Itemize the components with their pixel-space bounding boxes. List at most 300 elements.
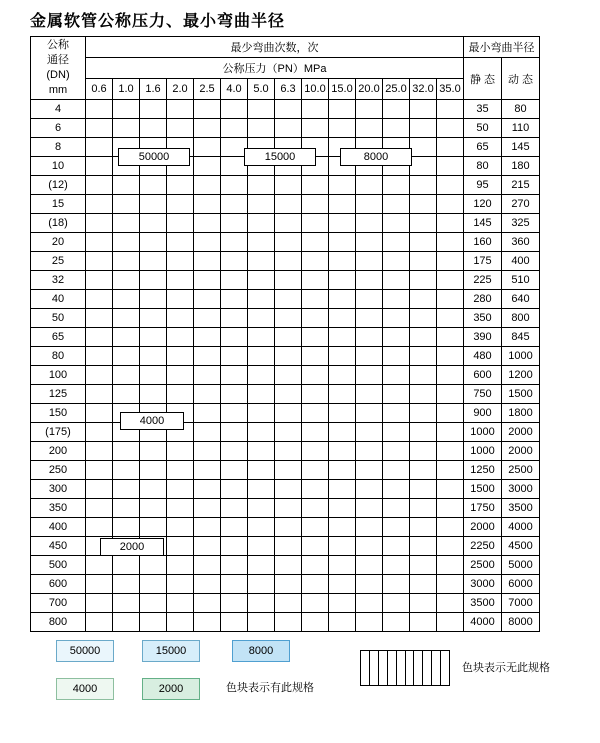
table-head [31,37,540,100]
spec-cell [356,347,383,366]
row-static-radius: 2500 [464,556,502,575]
row-static-radius: 120 [464,195,502,214]
spec-cell [248,594,275,613]
spec-cell [302,309,329,328]
header-pn-value: 15.0 [329,79,356,100]
spec-cell [329,195,356,214]
header-pn-value: 20.0 [356,79,383,100]
spec-cell [329,480,356,499]
spec-cell [356,119,383,138]
spec-cell [194,138,221,157]
spec-cell [221,404,248,423]
table-row [31,290,540,309]
spec-cell [140,556,167,575]
spec-cell [113,347,140,366]
row-dynamic-radius: 180 [502,157,540,176]
row-dn-value: 100 [31,366,86,385]
row-dynamic-radius: 1000 [502,347,540,366]
spec-cell [248,480,275,499]
spec-cell [302,195,329,214]
spec-cell [194,518,221,537]
header-row-3-pn-values [31,79,540,100]
spec-cell [329,385,356,404]
spec-cell [410,613,437,632]
spec-cell [167,233,194,252]
row-dynamic-radius: 325 [502,214,540,233]
spec-cell [113,461,140,480]
spec-cell [194,442,221,461]
spec-cell [410,404,437,423]
header-dn [31,37,86,100]
row-dn-value: 350 [31,499,86,518]
spec-cell [410,119,437,138]
spec-cell [221,366,248,385]
spec-cell [140,594,167,613]
spec-cell [113,271,140,290]
spec-cell [302,100,329,119]
row-static-radius: 280 [464,290,502,309]
header-bend-count: 最少弯曲次数，次 [86,37,464,58]
row-dynamic-radius: 1200 [502,366,540,385]
spec-cell [248,214,275,233]
spec-cell [86,309,113,328]
row-dynamic-radius: 8000 [502,613,540,632]
spec-cell [383,537,410,556]
spec-cell [302,518,329,537]
row-dn-value: (175) [31,423,86,442]
spec-cell [113,233,140,252]
spec-cell [140,252,167,271]
spec-cell [410,442,437,461]
spec-cell [302,290,329,309]
spec-cell [410,575,437,594]
spec-cell [329,518,356,537]
spec-cell [221,461,248,480]
spec-cell [86,233,113,252]
spec-cell [275,347,302,366]
spec-cell [302,480,329,499]
spec-cell [248,347,275,366]
row-dn-value: 500 [31,556,86,575]
row-dn-value: 40 [31,290,86,309]
spec-cell [194,347,221,366]
spec-cell [194,271,221,290]
spec-cell [275,594,302,613]
header-pn-value: 4.0 [221,79,248,100]
spec-cell [221,252,248,271]
header-dn-line: mm [48,83,68,96]
spec-cell [383,233,410,252]
row-static-radius: 600 [464,366,502,385]
spec-cell [221,537,248,556]
row-dynamic-radius: 6000 [502,575,540,594]
row-static-radius: 65 [464,138,502,157]
spec-cell [302,252,329,271]
spec-cell [437,613,464,632]
legend-swatch: 4000 [56,678,114,700]
row-dynamic-radius: 3000 [502,480,540,499]
spec-cell [140,233,167,252]
spec-cell [194,461,221,480]
spec-cell [113,518,140,537]
spec-cell [167,366,194,385]
row-static-radius: 80 [464,157,502,176]
spec-cell [167,309,194,328]
row-dn-value: 4 [31,100,86,119]
spec-cell [275,252,302,271]
row-static-radius: 35 [464,100,502,119]
table-row [31,518,540,537]
spec-cell [437,347,464,366]
spec-cell [410,366,437,385]
spec-cell [275,119,302,138]
spec-cell [86,499,113,518]
row-dn-value: 400 [31,518,86,537]
callout-label: 4000 [120,412,184,430]
spec-cell [86,404,113,423]
row-static-radius: 750 [464,385,502,404]
spec-cell [194,214,221,233]
row-static-radius: 4000 [464,613,502,632]
spec-cell [410,309,437,328]
header-pn-value: 2.5 [194,79,221,100]
spec-cell [275,214,302,233]
spec-cell [86,442,113,461]
spec-cell [275,233,302,252]
row-dynamic-radius: 2500 [502,461,540,480]
row-dynamic-radius: 640 [502,290,540,309]
spec-cell [383,366,410,385]
spec-cell [329,594,356,613]
table-row [31,233,540,252]
row-static-radius: 900 [464,404,502,423]
spec-cell [410,176,437,195]
row-dynamic-radius: 1500 [502,385,540,404]
row-static-radius: 1000 [464,423,502,442]
row-static-radius: 480 [464,347,502,366]
row-dn-value: 10 [31,157,86,176]
spec-cell [383,271,410,290]
spec-cell [113,556,140,575]
row-dynamic-radius: 1800 [502,404,540,423]
spec-cell [221,214,248,233]
spec-cell [437,309,464,328]
spec-cell [167,290,194,309]
spec-cell [383,195,410,214]
row-dynamic-radius: 7000 [502,594,540,613]
table-row [31,423,540,442]
spec-cell [221,347,248,366]
spec-cell [275,461,302,480]
header-row-2 [31,58,540,79]
spec-cell [86,385,113,404]
header-pn: 公称压力（PN）MPa [86,58,464,79]
spec-cell [329,176,356,195]
header-static: 静 态 [464,58,502,100]
spec-cell [221,575,248,594]
spec-cell [167,575,194,594]
spec-cell [86,157,113,176]
spec-cell [437,499,464,518]
spec-cell [329,556,356,575]
spec-cell [437,556,464,575]
row-dn-value: 50 [31,309,86,328]
spec-cell [437,328,464,347]
spec-cell [86,594,113,613]
spec-cell [302,119,329,138]
spec-cell [194,366,221,385]
row-static-radius: 3500 [464,594,502,613]
spec-cell [221,271,248,290]
spec-cell [140,347,167,366]
row-dynamic-radius: 845 [502,328,540,347]
spec-cell [194,119,221,138]
spec-cell [410,537,437,556]
spec-cell [140,518,167,537]
row-dn-value: 600 [31,575,86,594]
spec-cell [221,480,248,499]
spec-cell [437,271,464,290]
spec-cell [248,366,275,385]
spec-cell [221,195,248,214]
spec-cell [329,575,356,594]
spec-cell [410,195,437,214]
spec-cell [194,404,221,423]
row-dynamic-radius: 80 [502,100,540,119]
spec-cell [248,442,275,461]
header-pn-value: 35.0 [437,79,464,100]
table-row [31,499,540,518]
spec-cell [248,556,275,575]
row-dn-value: (18) [31,214,86,233]
spec-cell [221,290,248,309]
spec-cell [221,499,248,518]
spec-cell [437,461,464,480]
spec-cell [302,575,329,594]
spec-cell [329,119,356,138]
spec-cell [113,214,140,233]
spec-cell [248,290,275,309]
header-pn-value: 25.0 [383,79,410,100]
table-row [31,328,540,347]
spec-cell [302,404,329,423]
spec-cell [275,423,302,442]
table-row [31,100,540,119]
spec-cell [383,100,410,119]
spec-cell [194,613,221,632]
spec-cell [356,613,383,632]
spec-cell [383,518,410,537]
row-dynamic-radius: 110 [502,119,540,138]
header-pn-value: 6.3 [275,79,302,100]
row-dynamic-radius: 3500 [502,499,540,518]
row-static-radius: 50 [464,119,502,138]
spec-cell [140,119,167,138]
spec-cell [437,366,464,385]
spec-cell [410,252,437,271]
spec-cell [194,252,221,271]
spec-cell [275,556,302,575]
spec-cell [410,347,437,366]
spec-cell [329,613,356,632]
spec-cell [248,404,275,423]
spec-cell [248,195,275,214]
spec-cell [167,556,194,575]
spec-cell [410,214,437,233]
spec-cell [383,480,410,499]
spec-cell [356,252,383,271]
row-dynamic-radius: 4000 [502,518,540,537]
spec-cell [194,309,221,328]
spec-cell [410,138,437,157]
spec-cell [410,518,437,537]
spec-cell [329,366,356,385]
table-row [31,404,540,423]
spec-cell [275,442,302,461]
spec-cell [86,138,113,157]
row-static-radius: 1000 [464,442,502,461]
spec-cell [248,252,275,271]
legend-empty-swatch [360,650,450,686]
row-dn-value: 25 [31,252,86,271]
spec-cell [383,119,410,138]
spec-cell [194,499,221,518]
spec-cell [248,613,275,632]
spec-cell [329,271,356,290]
spec-cell [140,575,167,594]
spec-cell [221,119,248,138]
row-static-radius: 2000 [464,518,502,537]
header-pn-value: 1.0 [113,79,140,100]
spec-cell [356,271,383,290]
spec-cell [275,613,302,632]
spec-cell [437,290,464,309]
spec-cell [329,100,356,119]
spec-cell [113,366,140,385]
spec-cell [221,176,248,195]
spec-cell [302,176,329,195]
spec-cell [194,328,221,347]
row-dynamic-radius: 4500 [502,537,540,556]
spec-cell [140,613,167,632]
spec-cell [248,119,275,138]
spec-cell [410,290,437,309]
spec-cell [86,195,113,214]
spec-cell [275,480,302,499]
spec-cell [113,100,140,119]
spec-cell [167,518,194,537]
spec-cell [113,613,140,632]
spec-cell [275,366,302,385]
spec-cell [221,613,248,632]
table-row [31,195,540,214]
spec-cell [437,537,464,556]
spec-cell [86,176,113,195]
row-dn-value: 80 [31,347,86,366]
spec-cell [140,290,167,309]
spec-cell [167,176,194,195]
header-pn-value: 2.0 [167,79,194,100]
spec-cell [437,442,464,461]
spec-cell [302,442,329,461]
spec-cell [410,423,437,442]
legend-swatch: 8000 [232,640,290,662]
spec-cell [167,119,194,138]
spec-cell [383,309,410,328]
spec-cell [437,404,464,423]
row-dn-value: 200 [31,442,86,461]
spec-cell [383,328,410,347]
spec-cell [167,537,194,556]
row-dynamic-radius: 5000 [502,556,540,575]
spec-cell [221,309,248,328]
spec-cell [140,499,167,518]
header-dn-line: 公称 [47,39,69,52]
spec-cell [383,442,410,461]
spec-cell [410,157,437,176]
legend-color-note: 色块表示有此规格 [226,682,314,694]
table-row [31,575,540,594]
spec-cell [329,537,356,556]
spec-cell [248,271,275,290]
spec-cell [410,328,437,347]
spec-cell [410,480,437,499]
spec-cell [113,480,140,499]
spec-cell [302,594,329,613]
spec-cell [140,214,167,233]
row-dn-value: 8 [31,138,86,157]
row-dynamic-radius: 145 [502,138,540,157]
header-bend-radius: 最小弯曲半径 [464,37,540,58]
spec-cell [329,442,356,461]
table-row [31,480,540,499]
spec-cell [167,214,194,233]
spec-cell [113,328,140,347]
spec-cell [356,404,383,423]
table-row [31,594,540,613]
spec-cell [167,461,194,480]
spec-cell [383,404,410,423]
spec-cell [437,252,464,271]
spec-cell [275,404,302,423]
spec-cell [437,518,464,537]
spec-cell [113,309,140,328]
callout-label: 8000 [340,148,412,166]
row-dn-value: 15 [31,195,86,214]
spec-cell [437,176,464,195]
spec-cell [302,366,329,385]
table-row [31,385,540,404]
spec-cell [86,613,113,632]
row-static-radius: 175 [464,252,502,271]
row-dn-value: 65 [31,328,86,347]
spec-cell [383,214,410,233]
row-static-radius: 95 [464,176,502,195]
spec-cell [383,290,410,309]
spec-cell [383,556,410,575]
spec-cell [113,195,140,214]
spec-cell [140,309,167,328]
spec-cell [383,347,410,366]
spec-cell [356,594,383,613]
spec-cell [221,442,248,461]
spec-cell [275,271,302,290]
spec-cell [410,556,437,575]
table-row [31,214,540,233]
spec-cell [86,366,113,385]
spec-cell [140,442,167,461]
spec-cell [86,347,113,366]
